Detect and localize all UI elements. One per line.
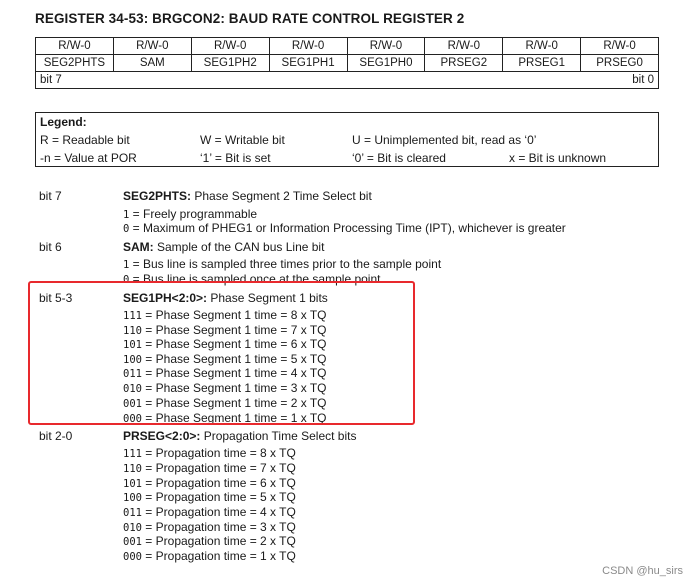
access-cell: R/W-0 — [113, 38, 191, 55]
option-code: 010 — [123, 522, 142, 534]
option-text: = Phase Segment 1 time = 7 x TQ — [141, 323, 327, 337]
bit6-desc: Sample of the CAN bus Line bit — [153, 240, 325, 254]
legend-box — [35, 112, 659, 167]
option-code: 110 — [123, 325, 142, 337]
access-cell: R/W-0 — [269, 38, 347, 55]
bit20-option — [123, 476, 296, 490]
option-code: 111 — [123, 448, 142, 460]
bit53-option — [123, 352, 327, 366]
option-code: 011 — [123, 507, 142, 519]
bit7-option — [123, 221, 566, 235]
option-text: = Propagation time = 5 x TQ — [141, 490, 296, 504]
option-text: = Bus line is sampled once at the sample point — [129, 272, 381, 286]
option-code: 0 — [123, 274, 130, 286]
bit6-option — [123, 257, 441, 271]
bit-range-row — [36, 72, 659, 89]
option-code: 000 — [123, 551, 142, 563]
bit-name-cell: PRSEG2 — [425, 55, 503, 72]
bit53-option — [123, 366, 327, 380]
option-text: = Phase Segment 1 time = 8 x TQ — [141, 308, 327, 322]
bit20-label: bit 2-0 — [39, 429, 73, 443]
option-code: 111 — [123, 310, 142, 322]
option-text: = Propagation time = 6 x TQ — [141, 476, 296, 490]
register-title: REGISTER 34-53: BRGCON2: BAUD RATE CONTROL REGISTER 2 — [35, 11, 465, 26]
option-code: 0 — [123, 223, 130, 235]
bit7-label: bit 7 — [39, 189, 62, 203]
bit53-desc: Phase Segment 1 bits — [207, 291, 328, 305]
bit7-desc: Phase Segment 2 Time Select bit — [191, 189, 372, 203]
bit53-option — [123, 411, 327, 425]
bit-name-cell: SEG1PH2 — [191, 55, 269, 72]
bit53-option — [123, 308, 327, 322]
bit20-heading — [123, 429, 356, 443]
bit20-option — [123, 446, 296, 460]
option-text: = Freely programmable — [129, 207, 258, 221]
bit7-option — [123, 207, 257, 221]
bit20-option — [123, 549, 296, 563]
bit53-option — [123, 381, 327, 395]
bit7-heading — [123, 189, 372, 203]
access-cell: R/W-0 — [191, 38, 269, 55]
option-code: 010 — [123, 383, 142, 395]
legend-set: ‘1’ = Bit is set — [200, 151, 271, 165]
option-text: = Propagation time = 1 x TQ — [141, 549, 296, 563]
bit20-option — [123, 520, 296, 534]
legend-readable: R = Readable bit — [40, 133, 130, 147]
option-text: = Propagation time = 8 x TQ — [141, 446, 296, 460]
bit-high-label: bit 7 — [40, 74, 62, 86]
bit-name-cell: PRSEG0 — [581, 55, 659, 72]
bit6-name: SAM: — [123, 240, 154, 254]
option-text: = Maximum of PHEG1 or Information Processing Time (IPT), whichever is greater — [129, 221, 566, 235]
legend-por: -n = Value at POR — [40, 151, 137, 165]
access-cell: R/W-0 — [36, 38, 114, 55]
option-text: = Phase Segment 1 time = 3 x TQ — [141, 381, 327, 395]
bit20-option — [123, 534, 296, 548]
bit6-heading — [123, 240, 324, 254]
access-row — [36, 38, 659, 55]
bit20-option — [123, 490, 296, 504]
access-cell: R/W-0 — [347, 38, 425, 55]
option-code: 000 — [123, 413, 142, 425]
option-code: 100 — [123, 354, 142, 366]
option-text: = Propagation time = 7 x TQ — [141, 461, 296, 475]
legend-writable: W = Writable bit — [200, 133, 285, 147]
bit20-name: PRSEG<2:0>: — [123, 429, 201, 443]
bit20-option — [123, 461, 296, 475]
option-code: 1 — [123, 259, 130, 271]
access-cell: R/W-0 — [425, 38, 503, 55]
option-text: = Propagation time = 3 x TQ — [141, 520, 296, 534]
bit53-label: bit 5-3 — [39, 291, 73, 305]
bit-name-cell: SEG2PHTS — [36, 55, 114, 72]
legend-unknown: x = Bit is unknown — [509, 151, 607, 165]
option-code: 1 — [123, 209, 130, 221]
access-cell: R/W-0 — [503, 38, 581, 55]
option-text: = Phase Segment 1 time = 4 x TQ — [141, 366, 327, 380]
bit-range-cell — [36, 72, 659, 89]
watermark: CSDN @hu_sirs — [602, 565, 683, 577]
bit53-option — [123, 396, 327, 410]
bit53-name: SEG1PH<2:0>: — [123, 291, 208, 305]
bit-low-label: bit 0 — [632, 74, 654, 86]
option-text: = Phase Segment 1 time = 2 x TQ — [141, 396, 327, 410]
option-text: = Bus line is sampled three times prior to the sample point — [129, 257, 442, 271]
bitname-row — [36, 55, 659, 72]
bit6-option — [123, 272, 380, 286]
access-cell: R/W-0 — [581, 38, 659, 55]
option-code: 001 — [123, 398, 142, 410]
bit20-desc: Propagation Time Select bits — [200, 429, 357, 443]
bit53-heading — [123, 291, 328, 305]
option-code: 101 — [123, 339, 142, 351]
legend-title: Legend: — [40, 115, 87, 129]
option-text: = Phase Segment 1 time = 6 x TQ — [141, 337, 327, 351]
bit-name-cell: SEG1PH0 — [347, 55, 425, 72]
option-text: = Propagation time = 4 x TQ — [141, 505, 296, 519]
register-bit-table — [35, 37, 659, 89]
bit-name-cell: SAM — [113, 55, 191, 72]
bit53-option — [123, 337, 327, 351]
legend-cleared: ‘0’ = Bit is cleared — [352, 151, 446, 165]
option-code: 100 — [123, 492, 142, 504]
bit-name-cell: SEG1PH1 — [269, 55, 347, 72]
bit7-name: SEG2PHTS: — [123, 189, 192, 203]
option-text: = Phase Segment 1 time = 5 x TQ — [141, 352, 327, 366]
bit-name-cell: PRSEG1 — [503, 55, 581, 72]
option-code: 101 — [123, 478, 142, 490]
option-text: = Propagation time = 2 x TQ — [141, 534, 296, 548]
option-code: 110 — [123, 463, 142, 475]
option-text: = Phase Segment 1 time = 1 x TQ — [141, 411, 327, 425]
legend-unimplemented: U = Unimplemented bit, read as ‘0’ — [352, 133, 537, 147]
bit53-option — [123, 323, 327, 337]
bit20-option — [123, 505, 296, 519]
option-code: 011 — [123, 368, 142, 380]
option-code: 001 — [123, 536, 142, 548]
bit6-label: bit 6 — [39, 240, 62, 254]
